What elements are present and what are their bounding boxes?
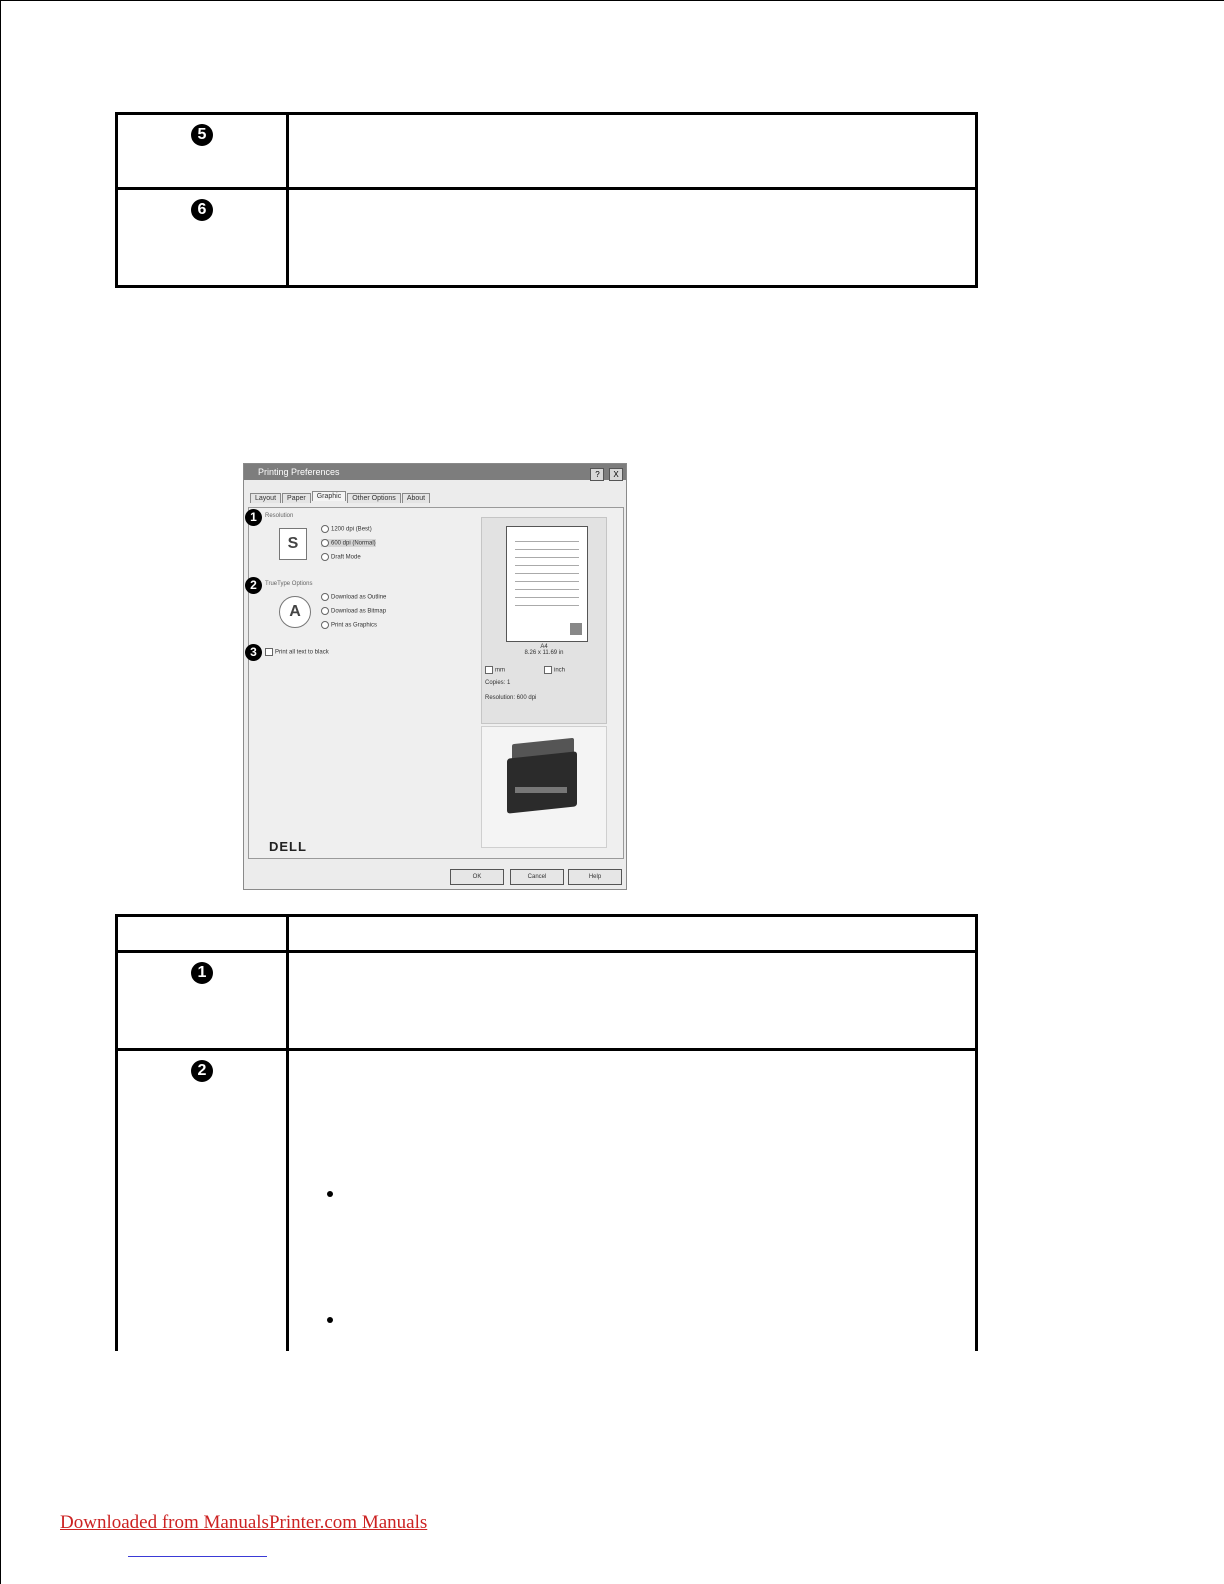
- table-header-cell: [117, 916, 288, 952]
- ok-button: OK: [450, 869, 504, 885]
- table-header-cell: [288, 916, 977, 952]
- table-cell-description: [288, 952, 977, 1050]
- table-row: [117, 1050, 977, 1352]
- table-row: [117, 189, 977, 287]
- radio-600dpi: 600 dpi (Normal): [321, 539, 376, 547]
- paper-preview: [481, 517, 607, 724]
- checkbox-print-all-text-black: Print all text to black: [265, 648, 329, 656]
- radio-download-bitmap: Download as Bitmap: [321, 607, 386, 615]
- dialog-title: Printing Preferences: [258, 467, 340, 477]
- paper-preview-page: [506, 526, 588, 642]
- tab-other-options: Other Options: [347, 493, 401, 503]
- cancel-button: Cancel: [510, 869, 564, 885]
- printer-tray-shape: [515, 787, 567, 793]
- callout-5-icon: 5: [191, 124, 213, 146]
- unit-inch: inch: [544, 666, 565, 674]
- page-left-border: [0, 0, 1, 1584]
- callout-2-icon: 2: [245, 577, 262, 594]
- callout-1-icon: 1: [245, 509, 262, 526]
- radio-1200dpi: 1200 dpi (Best): [321, 525, 372, 533]
- nav-link-underline[interactable]: [128, 1556, 267, 1557]
- callout-2-icon: 2: [191, 1060, 213, 1082]
- paper-info: [482, 644, 606, 656]
- callout-3-icon: 3: [245, 644, 262, 661]
- table-cell-description: [288, 1050, 977, 1352]
- table-cell-marker: [117, 1050, 288, 1352]
- table-cell-marker: [117, 952, 288, 1050]
- resolution-readout: Resolution: 600 dpi: [485, 695, 537, 701]
- table-row: [117, 952, 977, 1050]
- dialog-tabs: [250, 493, 431, 503]
- help-icon: ?: [590, 468, 604, 481]
- table-cell-description: [288, 189, 977, 287]
- radio-draft: Draft Mode: [321, 553, 361, 561]
- radio-download-outline: Download as Outline: [321, 593, 386, 601]
- dialog-titlebar: [244, 464, 626, 480]
- callout-1-icon: 1: [191, 962, 213, 984]
- bottom-table: [115, 914, 978, 1351]
- truetype-label: TrueType Options: [265, 581, 313, 587]
- callout-6-icon: 6: [191, 199, 213, 221]
- tab-paper: Paper: [282, 493, 311, 503]
- radio-print-graphics: Print as Graphics: [321, 621, 377, 629]
- tab-about: About: [402, 493, 430, 503]
- paper-size: 8.26 x 11.69 in: [524, 650, 564, 656]
- table-cell-description: [288, 114, 977, 189]
- tab-graphic: Graphic: [312, 491, 347, 501]
- resolution-label: Resolution: [265, 513, 294, 519]
- help-button: Help: [568, 869, 622, 885]
- resolution-icon: S: [279, 528, 307, 560]
- page-top-border: [0, 0, 1224, 1]
- tab-layout: Layout: [250, 493, 281, 503]
- table-cell-marker: [117, 189, 288, 287]
- printer-body-shape: [507, 751, 577, 813]
- unit-mm: mm: [485, 666, 505, 674]
- printing-preferences-screenshot: [243, 463, 627, 890]
- bullet-icon: [327, 1317, 333, 1323]
- top-table: [115, 112, 978, 288]
- table-row: [117, 114, 977, 189]
- copies-readout: Copies: 1: [485, 680, 511, 686]
- bullet-icon: [327, 1191, 333, 1197]
- dell-logo: DELL: [269, 839, 307, 854]
- paper-name: A4: [540, 644, 548, 650]
- truetype-icon: A: [279, 596, 311, 628]
- table-header-row: [117, 916, 977, 952]
- printer-image: [481, 726, 607, 848]
- table-cell-marker: [117, 114, 288, 189]
- close-icon: X: [609, 468, 623, 481]
- manuals-download-link[interactable]: Downloaded from ManualsPrinter.com Manuals: [60, 1512, 428, 1533]
